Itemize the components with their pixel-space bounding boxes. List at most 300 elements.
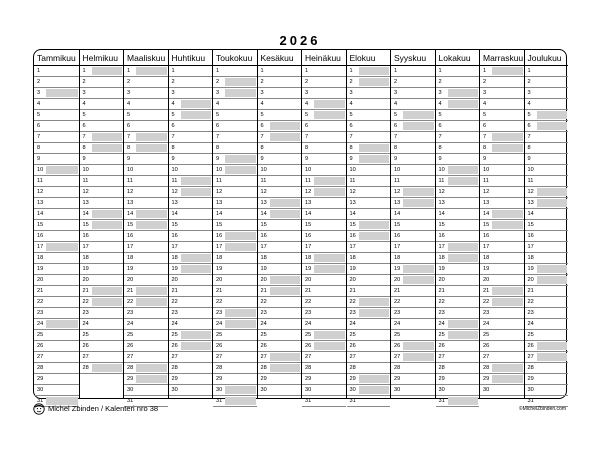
day-row xyxy=(436,319,480,330)
weekend-shade xyxy=(225,78,256,86)
day-number: 11 xyxy=(37,178,43,184)
day-number: 26 xyxy=(349,343,356,349)
day-number: 27 xyxy=(216,354,223,360)
weekend-shade xyxy=(314,254,345,262)
day-row xyxy=(302,187,346,198)
day-number: 19 xyxy=(394,266,401,272)
day-number: 23 xyxy=(260,310,267,316)
day-row xyxy=(347,132,391,143)
day-number: 20 xyxy=(349,277,356,283)
day-row xyxy=(347,242,391,253)
day-row xyxy=(347,198,391,209)
day-row xyxy=(34,143,79,154)
day-row xyxy=(213,363,257,374)
day-number: 19 xyxy=(127,266,134,272)
day-row xyxy=(391,297,435,308)
day-row xyxy=(80,77,124,88)
day-number: 28 xyxy=(127,365,134,371)
weekend-shade xyxy=(136,375,167,383)
day-row xyxy=(347,385,391,396)
day-number: 6 xyxy=(216,123,220,129)
month-column xyxy=(435,50,480,404)
calendar-frame xyxy=(33,49,567,404)
day-row xyxy=(347,352,391,363)
day-row xyxy=(258,352,302,363)
day-number: 9 xyxy=(527,156,531,162)
day-row xyxy=(480,220,524,231)
day-row xyxy=(480,242,524,253)
day-number: 19 xyxy=(82,266,89,272)
month-header: Lokakuu xyxy=(436,50,480,66)
day-number: 7 xyxy=(82,134,86,140)
day-row xyxy=(436,242,480,253)
day-row xyxy=(169,308,213,319)
day-row xyxy=(258,187,302,198)
day-number: 23 xyxy=(171,310,178,316)
day-row xyxy=(80,154,124,165)
day-number: 5 xyxy=(483,112,487,118)
day-number: 28 xyxy=(216,365,223,371)
day-number: 24 xyxy=(82,321,89,327)
day-number: 20 xyxy=(394,277,401,283)
day-row xyxy=(80,242,124,253)
weekend-shade xyxy=(403,111,434,119)
day-number: 6 xyxy=(349,123,353,129)
day-number: 29 xyxy=(216,376,223,382)
day-number: 26 xyxy=(171,343,178,349)
day-number: 1 xyxy=(216,68,220,74)
day-row xyxy=(302,132,346,143)
day-number: 27 xyxy=(394,354,401,360)
day-number: 5 xyxy=(171,112,175,118)
day-row xyxy=(347,66,391,77)
day-row xyxy=(169,187,213,198)
day-number: 26 xyxy=(438,343,445,349)
day-row xyxy=(34,198,79,209)
day-number: 7 xyxy=(394,134,398,140)
day-number: 18 xyxy=(438,255,445,261)
day-row xyxy=(525,275,569,286)
day-number: 14 xyxy=(82,211,89,217)
day-number: 19 xyxy=(438,266,445,272)
day-number: 29 xyxy=(305,376,312,382)
weekend-shade xyxy=(448,100,479,108)
weekend-shade xyxy=(46,166,78,174)
day-number: 25 xyxy=(394,332,401,338)
day-number: 5 xyxy=(216,112,220,118)
day-row xyxy=(169,242,213,253)
day-row xyxy=(391,143,435,154)
day-number: 20 xyxy=(260,277,267,283)
day-number: 5 xyxy=(305,112,309,118)
day-number: 16 xyxy=(394,233,401,239)
weekend-shade xyxy=(181,111,212,119)
day-number: 2 xyxy=(260,79,264,85)
day-row xyxy=(34,242,79,253)
weekend-shade xyxy=(537,111,568,119)
weekend-shade xyxy=(92,210,123,218)
day-number: 18 xyxy=(305,255,312,261)
day-number: 1 xyxy=(37,68,41,74)
day-number: 9 xyxy=(305,156,309,162)
day-row xyxy=(436,374,480,385)
day-number: 20 xyxy=(216,277,223,283)
weekend-shade xyxy=(46,89,78,97)
day-number: 19 xyxy=(305,266,312,272)
month-column xyxy=(346,50,391,404)
day-row xyxy=(80,66,124,77)
day-number: 5 xyxy=(37,112,41,118)
day-row xyxy=(436,385,480,396)
day-number: 2 xyxy=(438,79,442,85)
day-row xyxy=(80,121,124,132)
day-number: 31 xyxy=(216,398,223,404)
day-number: 23 xyxy=(438,310,445,316)
day-number: 30 xyxy=(127,387,134,393)
day-row xyxy=(391,176,435,187)
day-row xyxy=(480,253,524,264)
weekend-shade xyxy=(136,210,167,218)
day-row xyxy=(124,352,168,363)
day-row xyxy=(34,330,79,341)
day-row xyxy=(480,88,524,99)
weekend-shade xyxy=(181,342,212,350)
day-row xyxy=(258,341,302,352)
day-row xyxy=(302,220,346,231)
day-row xyxy=(347,374,391,385)
day-row xyxy=(525,165,569,176)
weekend-shade xyxy=(492,298,523,306)
day-number: 25 xyxy=(171,332,178,338)
day-row xyxy=(213,308,257,319)
day-number: 2 xyxy=(394,79,398,85)
weekend-shade xyxy=(225,232,256,240)
weekend-shade xyxy=(537,265,568,273)
day-number: 22 xyxy=(527,299,534,305)
day-row xyxy=(302,176,346,187)
day-number: 19 xyxy=(349,266,356,272)
weekend-shade xyxy=(136,298,167,306)
weekend-shade xyxy=(448,320,479,328)
day-number: 13 xyxy=(127,200,134,206)
day-row xyxy=(391,242,435,253)
day-number: 16 xyxy=(527,233,534,239)
day-row xyxy=(80,308,124,319)
day-row xyxy=(525,132,569,143)
day-row xyxy=(213,297,257,308)
day-number: 6 xyxy=(37,123,41,129)
day-number: 11 xyxy=(260,178,267,184)
day-row xyxy=(213,253,257,264)
day-row xyxy=(34,154,79,165)
day-row xyxy=(480,110,524,121)
day-row xyxy=(480,132,524,143)
day-number: 22 xyxy=(260,299,267,305)
day-row xyxy=(124,253,168,264)
day-row xyxy=(436,330,480,341)
day-number: 13 xyxy=(527,200,534,206)
day-row xyxy=(124,385,168,396)
day-number: 15 xyxy=(394,222,401,228)
day-row xyxy=(258,231,302,242)
day-row xyxy=(391,198,435,209)
day-number: 2 xyxy=(527,79,531,85)
day-number: 30 xyxy=(483,387,490,393)
day-row xyxy=(169,220,213,231)
day-number: 15 xyxy=(483,222,490,228)
day-row xyxy=(436,297,480,308)
day-number: 7 xyxy=(216,134,220,140)
weekend-shade xyxy=(136,133,167,141)
weekend-shade xyxy=(270,199,301,207)
day-row xyxy=(391,385,435,396)
weekend-shade xyxy=(448,177,479,185)
day-row xyxy=(302,308,346,319)
day-row xyxy=(124,132,168,143)
day-number: 27 xyxy=(305,354,312,360)
day-number: 25 xyxy=(82,332,89,338)
weekend-shade xyxy=(359,386,390,394)
day-number: 8 xyxy=(216,145,220,151)
day-number: 25 xyxy=(527,332,534,338)
day-row xyxy=(347,330,391,341)
day-row xyxy=(480,198,524,209)
day-number: 21 xyxy=(216,288,223,294)
day-row xyxy=(213,66,257,77)
day-number: 31 xyxy=(305,398,312,404)
weekend-shade xyxy=(403,122,434,130)
day-number: 13 xyxy=(37,200,44,206)
day-number: 11 xyxy=(438,178,445,184)
weekend-shade xyxy=(492,375,523,383)
day-row xyxy=(436,396,480,407)
day-row xyxy=(391,121,435,132)
day-number: 4 xyxy=(483,101,487,107)
day-row xyxy=(347,187,391,198)
day-row xyxy=(169,363,213,374)
weekend-shade xyxy=(492,221,523,229)
day-number: 14 xyxy=(483,211,490,217)
day-number: 3 xyxy=(394,90,398,96)
day-number: 1 xyxy=(305,68,309,74)
day-number: 22 xyxy=(127,299,134,305)
day-number: 7 xyxy=(127,134,131,140)
weekend-shade xyxy=(136,144,167,152)
day-row xyxy=(480,363,524,374)
day-number: 16 xyxy=(260,233,267,239)
day-number: 8 xyxy=(127,145,131,151)
day-number: 26 xyxy=(394,343,401,349)
month-column xyxy=(79,50,124,398)
day-row xyxy=(80,264,124,275)
day-number: 6 xyxy=(305,123,309,129)
day-row xyxy=(258,132,302,143)
day-row xyxy=(347,220,391,231)
day-row xyxy=(169,385,213,396)
day-row xyxy=(258,363,302,374)
month-column xyxy=(301,50,346,404)
day-row xyxy=(480,352,524,363)
day-row xyxy=(213,209,257,220)
day-number: 21 xyxy=(171,288,178,294)
day-row xyxy=(436,143,480,154)
day-row xyxy=(213,198,257,209)
day-number: 21 xyxy=(394,288,401,294)
weekend-shade xyxy=(537,122,568,130)
day-number: 14 xyxy=(260,211,267,217)
day-number: 15 xyxy=(438,222,445,228)
day-row xyxy=(302,374,346,385)
day-row xyxy=(347,154,391,165)
day-row xyxy=(347,286,391,297)
day-number: 3 xyxy=(171,90,175,96)
day-row xyxy=(436,231,480,242)
weekend-shade xyxy=(181,188,212,196)
day-number: 27 xyxy=(171,354,178,360)
day-row xyxy=(525,77,569,88)
day-number: 4 xyxy=(394,101,398,107)
day-row xyxy=(525,264,569,275)
day-number: 21 xyxy=(37,288,44,294)
day-row xyxy=(34,231,79,242)
weekend-shade xyxy=(359,78,390,86)
day-number: 5 xyxy=(527,112,531,118)
day-number: 6 xyxy=(82,123,86,129)
day-number: 1 xyxy=(394,68,398,74)
day-row xyxy=(480,99,524,110)
day-row xyxy=(347,143,391,154)
day-number: 1 xyxy=(82,68,86,74)
day-row xyxy=(124,88,168,99)
month-header: Kesäkuu xyxy=(258,50,302,66)
day-row xyxy=(302,341,346,352)
day-row xyxy=(302,99,346,110)
day-row xyxy=(169,286,213,297)
day-number: 30 xyxy=(394,387,401,393)
day-row xyxy=(302,264,346,275)
day-row xyxy=(80,275,124,286)
day-row xyxy=(124,242,168,253)
day-row xyxy=(436,154,480,165)
day-row xyxy=(480,154,524,165)
day-number: 17 xyxy=(216,244,223,250)
day-number: 14 xyxy=(216,211,223,217)
day-number: 24 xyxy=(37,321,44,327)
day-row xyxy=(124,187,168,198)
day-row xyxy=(213,330,257,341)
weekend-shade xyxy=(403,353,434,361)
day-row xyxy=(34,352,79,363)
day-number: 30 xyxy=(260,387,267,393)
day-row xyxy=(34,99,79,110)
day-number: 19 xyxy=(216,266,223,272)
day-row xyxy=(213,341,257,352)
day-row xyxy=(347,396,391,407)
day-row xyxy=(525,121,569,132)
day-number: 24 xyxy=(127,321,134,327)
day-number: 27 xyxy=(37,354,44,360)
day-number: 15 xyxy=(127,222,134,228)
day-row xyxy=(302,330,346,341)
day-number: 12 xyxy=(127,189,134,195)
day-row xyxy=(80,209,124,220)
day-number: 15 xyxy=(349,222,356,228)
day-number: 24 xyxy=(171,321,178,327)
day-row xyxy=(258,88,302,99)
day-row xyxy=(480,275,524,286)
day-number: 28 xyxy=(260,365,267,371)
day-row xyxy=(80,165,124,176)
weekend-shade xyxy=(270,364,301,372)
day-row xyxy=(169,121,213,132)
month-header: Toukokuu xyxy=(213,50,257,66)
day-row xyxy=(525,154,569,165)
day-number: 7 xyxy=(37,134,41,140)
weekend-shade xyxy=(181,265,212,273)
day-row xyxy=(34,209,79,220)
day-number: 24 xyxy=(349,321,356,327)
day-row xyxy=(80,110,124,121)
day-number: 28 xyxy=(171,365,178,371)
day-row xyxy=(525,198,569,209)
day-row xyxy=(436,286,480,297)
day-number: 13 xyxy=(483,200,490,206)
day-row xyxy=(34,165,79,176)
day-number: 22 xyxy=(438,299,445,305)
day-row xyxy=(391,253,435,264)
day-number: 2 xyxy=(82,79,86,85)
day-row xyxy=(169,66,213,77)
day-row xyxy=(34,385,79,396)
day-number: 26 xyxy=(260,343,267,349)
day-row xyxy=(391,308,435,319)
day-row xyxy=(34,297,79,308)
weekend-shade xyxy=(225,309,256,317)
day-number: 22 xyxy=(82,299,89,305)
day-number: 29 xyxy=(483,376,490,382)
day-number: 6 xyxy=(483,123,487,129)
day-number: 9 xyxy=(37,156,41,162)
day-row xyxy=(302,209,346,220)
day-row xyxy=(480,187,524,198)
day-row xyxy=(124,143,168,154)
day-number: 5 xyxy=(127,112,131,118)
day-number: 4 xyxy=(438,101,442,107)
day-row xyxy=(391,88,435,99)
day-number: 16 xyxy=(127,233,134,239)
day-number: 26 xyxy=(82,343,89,349)
month-header: Joulukuu xyxy=(525,50,569,66)
day-row xyxy=(258,110,302,121)
day-number: 5 xyxy=(82,112,86,118)
day-row xyxy=(34,176,79,187)
day-row xyxy=(347,363,391,374)
day-row xyxy=(436,66,480,77)
day-row xyxy=(169,264,213,275)
day-number: 5 xyxy=(349,112,353,118)
day-row xyxy=(391,220,435,231)
day-row xyxy=(124,330,168,341)
calendar-year-title: 2026 xyxy=(279,33,321,48)
weekend-shade xyxy=(448,243,479,251)
footer-site: ©MichelZbinden.com xyxy=(518,406,566,412)
day-number: 13 xyxy=(260,200,267,206)
day-row xyxy=(480,286,524,297)
day-row xyxy=(169,352,213,363)
day-number: 25 xyxy=(260,332,267,338)
weekend-shade xyxy=(403,188,434,196)
footer-author xyxy=(33,402,158,416)
